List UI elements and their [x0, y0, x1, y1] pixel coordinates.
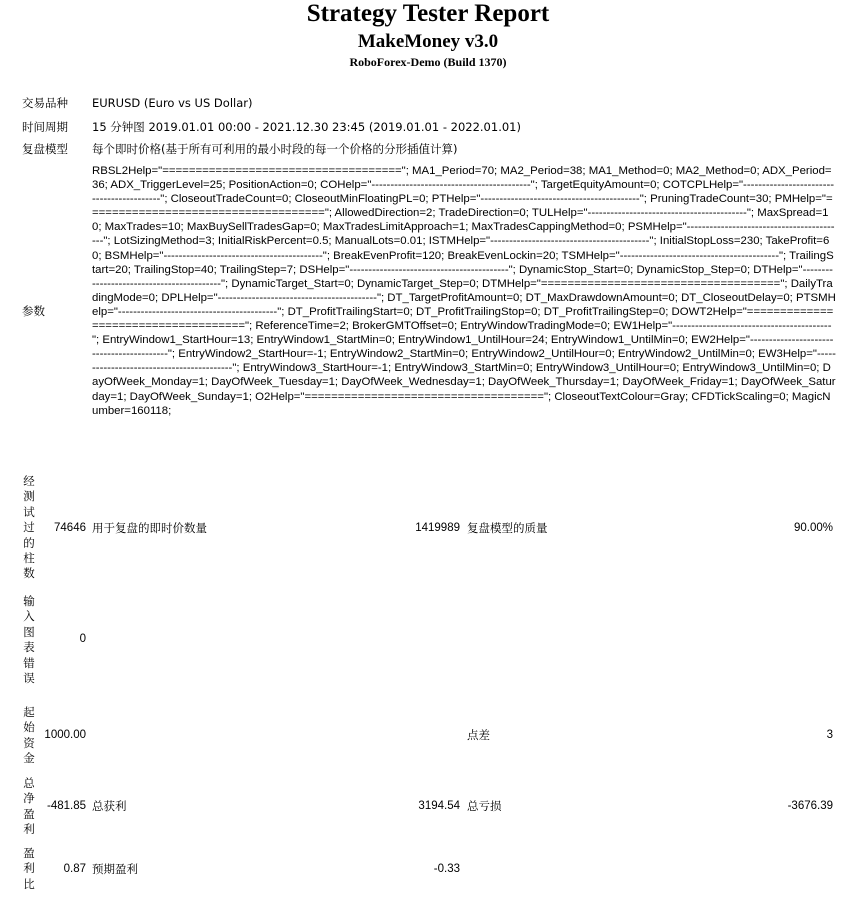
- deposit-value: 1000.00: [44, 729, 86, 741]
- pf-label: 盈利比: [23, 846, 35, 891]
- grossloss-label: 总亏损: [467, 799, 502, 813]
- ticks-value: 1419989: [415, 522, 460, 534]
- bars-value: 74646: [54, 522, 86, 534]
- symbol-label: 交易品种: [22, 96, 68, 110]
- params-label: 参数: [22, 304, 45, 318]
- expert-name: MakeMoney v3.0: [357, 31, 499, 52]
- model-label: 复盘模型: [22, 142, 68, 156]
- model-value: 每个即时价格(基于所有可利用的最小时段的每一个价格的分形插值计算): [92, 142, 458, 156]
- server-build: RoboForex-Demo (Build 1370): [349, 55, 507, 69]
- errors-value: 0: [79, 633, 86, 645]
- quality-label: 复盘模型的质量: [467, 521, 548, 535]
- netprofit-value: -481.85: [46, 800, 86, 812]
- ticks-label: 用于复盘的即时价数量: [92, 521, 207, 535]
- expected-value: -0.33: [433, 863, 460, 875]
- grossprofit-value: 3194.54: [418, 800, 460, 812]
- deposit-label: 起始资金: [23, 705, 35, 766]
- symbol-value: EURUSD (Euro vs US Dollar): [92, 96, 253, 110]
- report-title: Strategy Tester Report: [306, 0, 550, 27]
- netprofit-label: 总净盈利: [23, 776, 35, 837]
- grossprofit-label: 总获利: [92, 799, 127, 813]
- params-value: RBSL2Help="===================================="; MA1_Period=70; MA2_Period=38; MA1_Method=0; MA2_Method=0; ADX_Period=36; ADX_TriggerLevel=25; PositionAction=0; COHelp="------------------------------------------"; TargetEquityAmount=0; COTCPLHelp="------------------------------------------"; CloseoutTradeCount=0; CloseoutMinFloatingPL=0; PTHelp="------------------------------------------"; PruningTradeCount=30; PMHelp="===================================="; AllowedDirection=2; TradeDirection=0; TULHelp="------------------------------------------"; MaxSpread=10; MaxTrades=10; MaxBuySellTradesGap=0; MaxTradesLimitApproach=1; MaxTradesCappingMethod=0; PSMHelp="------------------------------------------"; LotSizingMethod=3; InitialRiskPercent=0.5; ManualLots=0.01; ISTMHelp="------------------------------------------"; InitialStopLoss=230; TakeProfit=60; BSMHelp="------------------------------------------"; BreakEvenProfit=120; BreakEvenLockin=20; TSMHelp="------------------------------------------"; TrailingStart=20; TrailingStop=40; TrailingStep=7; DSHelp="------------------------------------------"; DynamicStop_Start=0; DynamicStop_Step=0; DTHelp="------------------------------------------"; DynamicTarget_Start=0; DynamicTarget_Step=0; DTMHelp="===================================="; DailyTradingMode=0; DPLHelp="------------------------------------------"; DT_TargetProfitAmount=0; DT_MaxDrawdownAmount=0; DT_CloseoutDelay=0; PTSMHelp="------------------------------------------"; DT_ProfitTrailingStart=0; DT_ProfitTrailingStop=0; DT_ProfitTrailingStep=0; DOWT2Help="===================================="; ReferenceTime=2; BrokerGMTOffset=0; EntryWindowTradingMode=0; EW1Help="------------------------------------------"; EntryWindow1_StartHour=13; EntryWindow1_StartMin=0; EntryWindow1_UntilHour=24; EntryWindow1_UntilMin=0; EW2Help="------------------------------------------"; EntryWindow2_StartHour=-1; EntryWindow2_StartMin=0; EntryWindow2_UntilHour=0; EntryWindow2_UntilMin=0; EW3Help="------------------------------------------"; EntryWindow3_StartHour=-1; EntryWindow3_StartMin=0; EntryWindow3_UntilHour=0; EntryWindow3_UntilMin=0; DayOfWeek_Monday=1; DayOfWeek_Tuesday=1; DayOfWeek_Wednesday=1; DayOfWeek_Thursday=1; DayOfWeek_Friday=1; DayOfWeek_Saturday=1; DayOfWeek_Sunday=1; O2Help="===================================="; CloseoutTextColour=Gray; CFDTickScaling=0; MagicNumber=160118;: [92, 165, 836, 417]
- quality-value: 90.00%: [793, 522, 833, 534]
- spread-label: 点差: [467, 728, 490, 742]
- spread-value: 3: [826, 729, 833, 741]
- errors-label: 输入图表错误: [23, 594, 35, 686]
- bars-label: 经测试过的柱数: [23, 474, 35, 581]
- pf-value: 0.87: [63, 863, 86, 875]
- grossloss-value: -3676.39: [787, 800, 833, 812]
- period-value: 15 分钟图 2019.01.01 00:00 - 2021.12.30 23:45 (2019.01.01 - 2022.01.01): [92, 120, 521, 134]
- expected-label: 预期盈利: [92, 862, 138, 876]
- period-label: 时间周期: [22, 120, 68, 134]
